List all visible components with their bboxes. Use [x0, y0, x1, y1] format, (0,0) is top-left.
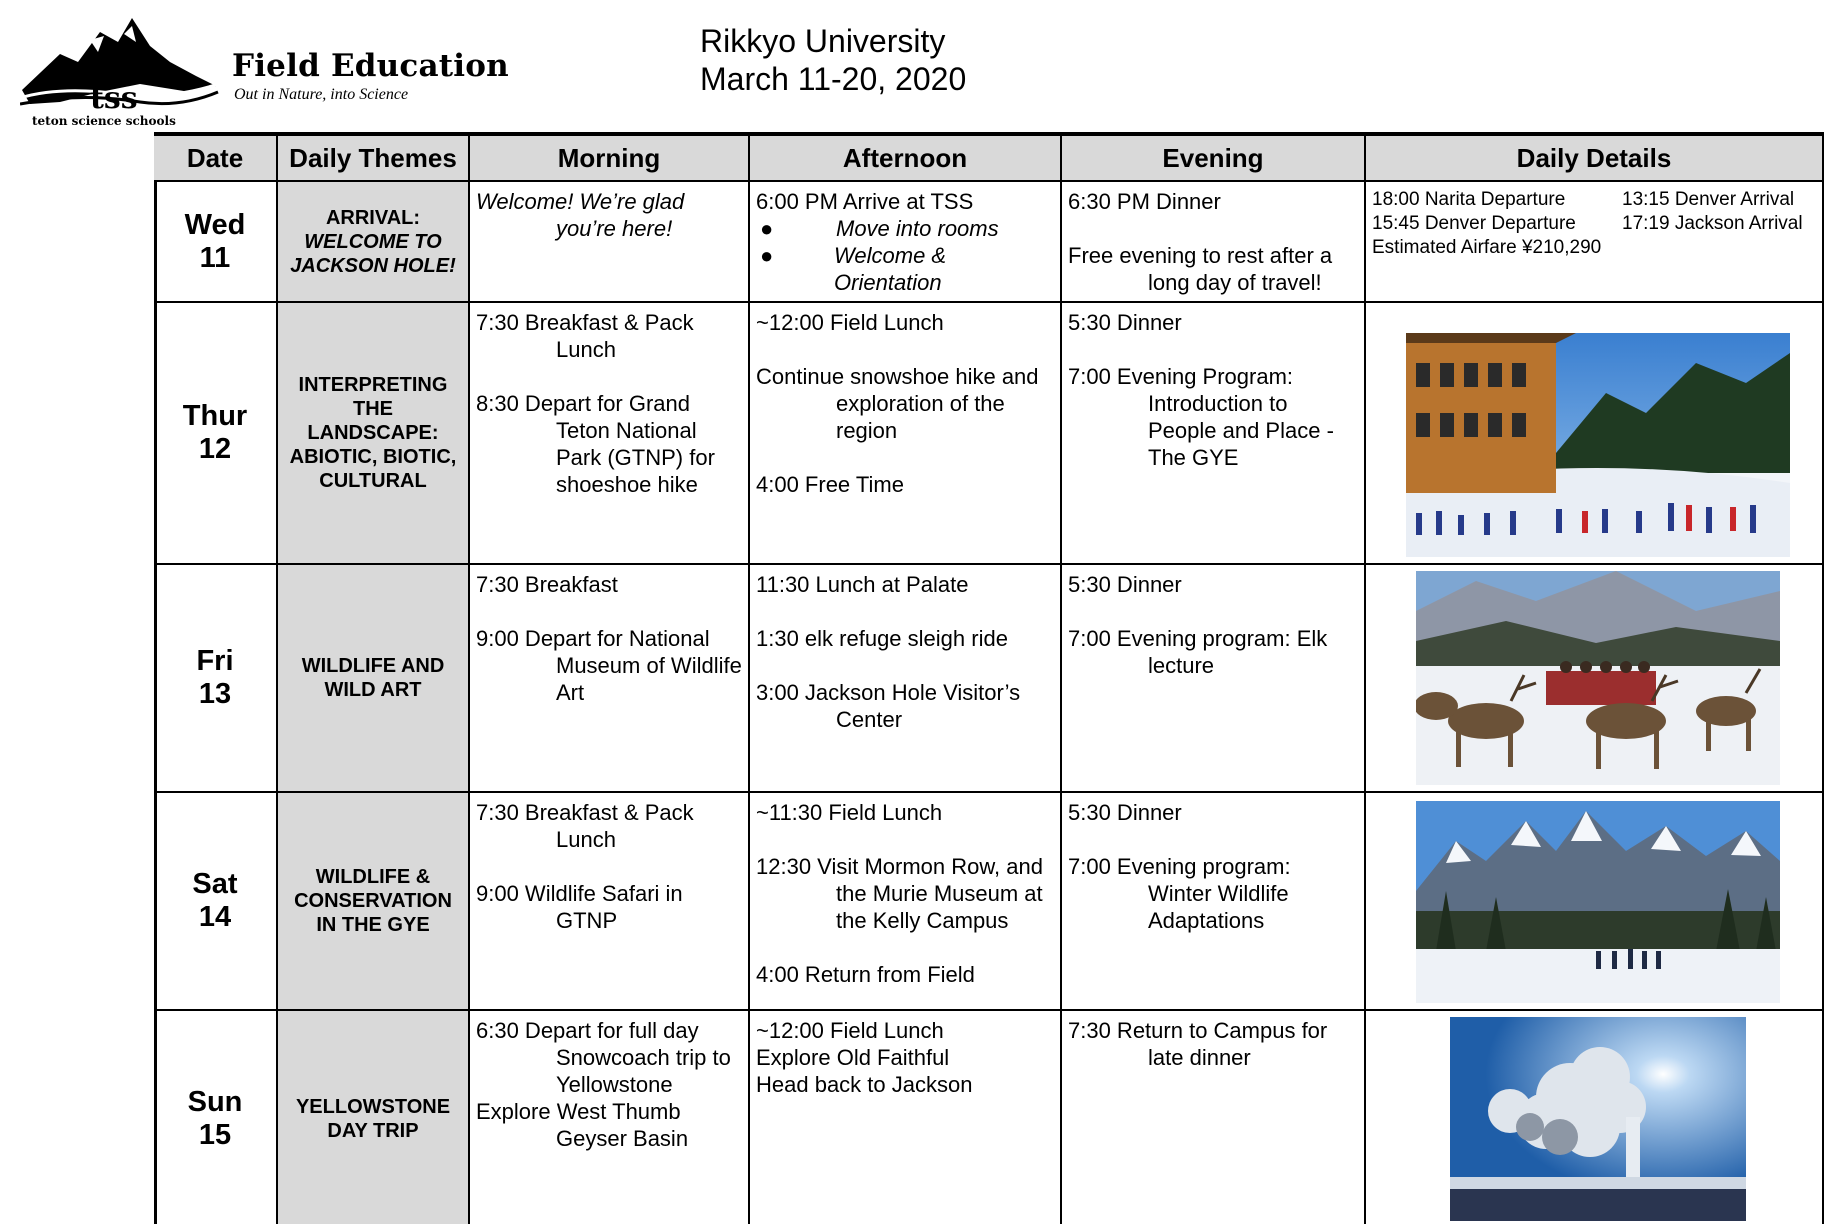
schedule-entry: 7:00 Evening program: Elk lecture [1068, 626, 1328, 678]
schedule-entry: 9:00 Wildlife Safari in GTNP [476, 881, 683, 933]
afternoon-cell-wed [750, 182, 1062, 303]
theme-line: JACKSON HOLE! [290, 254, 456, 277]
schedule-entry: 7:30 Breakfast & Pack Lunch [476, 310, 694, 362]
evening-cell-sun [1062, 1011, 1366, 1224]
logo-org-name: teton science schools [32, 114, 176, 128]
tss-logo [20, 12, 509, 128]
evening-cell-thu [1062, 303, 1366, 565]
logo-tagline: Out in Nature, into Science [234, 86, 409, 103]
schedule-entry: Welcome! We’re glad you’re here! [476, 189, 685, 241]
theme-cell-thu [278, 303, 470, 565]
schedule-entry: 6:30 PM Dinner [1068, 189, 1221, 214]
evening-cell-sat [1062, 793, 1366, 1011]
flight-arrival: 13:15 Denver Arrival [1622, 189, 1795, 210]
schedule-entry: ~11:30 Field Lunch [756, 800, 943, 825]
logo-tss-mark: tss [90, 81, 138, 116]
schedule-entry: 5:30 Dinner [1068, 572, 1182, 597]
day-label: Thur [182, 400, 248, 432]
theme-line: ABIOTIC, BIOTIC, [289, 446, 457, 468]
theme-cell-wed [278, 182, 470, 303]
schedule-entry: 6:00 PM Arrive at TSS [756, 189, 974, 214]
bullet-icon: ● [760, 216, 774, 241]
details-cell-sun [1366, 1011, 1824, 1224]
column-header-date: Date [154, 132, 278, 182]
schedule-entry: 7:30 Breakfast [476, 572, 618, 597]
bullet-text: Move into rooms [836, 216, 999, 241]
afternoon-cell-sun [750, 1011, 1062, 1224]
theme-line: WILDLIFE & [315, 866, 431, 888]
date-cell-thu [154, 303, 278, 565]
schedule-entry: 11:30 Lunch at Palate [756, 572, 969, 597]
theme-line: THE [352, 398, 393, 420]
morning-cell-wed [470, 182, 750, 303]
schedule-entry: 7:30 Breakfast & Pack Lunch [476, 800, 694, 852]
flight-departure: 18:00 Narita Departure [1372, 189, 1566, 210]
lodge-snowshoe-photo [1406, 333, 1790, 557]
day-label: Fri [196, 645, 234, 677]
morning-cell-sun [470, 1011, 750, 1224]
schedule-entry: 5:30 Dinner [1068, 310, 1182, 335]
morning-cell-thu [470, 303, 750, 565]
day-number: 12 [198, 433, 232, 465]
day-number: 15 [198, 1119, 232, 1151]
details-cell-thu [1366, 303, 1824, 565]
document-title [700, 22, 1000, 98]
date-cell-fri [154, 565, 278, 793]
day-number: 14 [198, 901, 232, 933]
bullet-text: Welcome & Orientation [834, 243, 947, 295]
afternoon-cell-sat [750, 793, 1062, 1011]
theme-line: IN THE GYE [316, 914, 430, 936]
evening-cell-wed [1062, 182, 1366, 303]
schedule-entry: 7:00 Evening Program: Introduction to People and Place - The GYE [1068, 364, 1334, 470]
schedule-entry: 4:00 Free Time [756, 472, 904, 497]
bullet-item [756, 242, 1054, 296]
bullet-icon: ● [760, 243, 774, 268]
theme-line: LANDSCAPE: [307, 422, 439, 444]
trip-dates: March 11-20, 2020 [700, 61, 967, 97]
schedule-entry: 7:30 Return to Campus for late dinner [1068, 1018, 1328, 1070]
day-label: Sat [192, 868, 238, 900]
theme-line: WELCOME TO [304, 230, 442, 253]
airfare-estimate: Estimated Airfare ¥210,290 [1372, 237, 1602, 258]
details-cell-sat [1366, 793, 1824, 1011]
date-cell-sat [154, 793, 278, 1011]
date-cell-sun [154, 1011, 278, 1224]
theme-cell-sat [278, 793, 470, 1011]
schedule-entry: ~12:00 Field Lunch [756, 310, 944, 335]
flight-arrival: 17:19 Jackson Arrival [1622, 213, 1803, 234]
schedule-entry: 7:00 Evening program: Winter Wildlife Adaptations [1068, 854, 1291, 933]
afternoon-cell-fri [750, 565, 1062, 793]
column-header-themes: Daily Themes [278, 132, 470, 182]
morning-cell-fri [470, 565, 750, 793]
schedule-entry: 9:00 Depart for National Museum of Wildlife Art [476, 626, 742, 705]
theme-line: YELLOWSTONE [295, 1096, 451, 1118]
teton-snowshoe-photo [1416, 801, 1780, 1003]
flight-departure: 15:45 Denver Departure [1372, 213, 1576, 234]
university-name: Rikkyo University [700, 23, 946, 59]
theme-line: WILD ART [324, 679, 422, 701]
theme-line: CONSERVATION [294, 890, 452, 912]
column-header-details: Daily Details [1366, 132, 1824, 182]
theme-line: CULTURAL [319, 470, 427, 492]
theme-line: INTERPRETING [298, 374, 448, 396]
evening-cell-fri [1062, 565, 1366, 793]
schedule-entry: 4:00 Return from Field [756, 962, 975, 987]
theme-line: ARRIVAL: [325, 206, 421, 229]
schedule-entry: 6:30 Depart for full day Snowcoach trip to Yellowstone [476, 1018, 731, 1097]
column-header-evening: Evening [1062, 132, 1366, 182]
details-cell-wed [1366, 182, 1824, 303]
details-cell-fri [1366, 565, 1824, 793]
day-label: Sun [187, 1086, 243, 1118]
schedule-entry: Explore West Thumb Geyser Basin [476, 1099, 689, 1151]
morning-cell-sat [470, 793, 750, 1011]
afternoon-cell-thu [750, 303, 1062, 565]
schedule-entry: Explore Old Faithful [756, 1045, 950, 1070]
theme-line: DAY TRIP [327, 1120, 419, 1142]
schedule-entry: ~12:00 Field Lunch [756, 1018, 944, 1043]
elk-sleigh-photo [1416, 571, 1780, 785]
column-header-afternoon: Afternoon [750, 132, 1062, 182]
logo-title: Field Education [232, 48, 509, 84]
column-header-morning: Morning [470, 132, 750, 182]
theme-cell-sun [278, 1011, 470, 1224]
schedule-entry: 12:30 Visit Mormon Row, and the Murie Museum at the Kelly Campus [756, 854, 1043, 933]
schedule-entry: Head back to Jackson [756, 1072, 973, 1097]
schedule-entry: Continue snowshoe hike and exploration of the region [756, 364, 1039, 443]
schedule-entry: 5:30 Dinner [1068, 800, 1182, 825]
geyser-photo [1450, 1017, 1746, 1221]
day-number: 11 [199, 241, 231, 274]
theme-line: WILDLIFE AND [301, 655, 445, 677]
schedule-entry: 3:00 Jackson Hole Visitor’s Center [756, 680, 1021, 732]
day-label: Wed [184, 208, 246, 241]
day-number: 13 [198, 678, 232, 710]
schedule-entry: 8:30 Depart for Grand Teton National Park (GTNP) for shoeshoe hike [476, 391, 715, 497]
schedule-entry: Free evening to rest after a long day of travel! [1068, 243, 1333, 295]
bullet-item [756, 215, 1054, 242]
date-cell-wed [154, 182, 278, 303]
schedule-table [154, 132, 1824, 1224]
schedule-entry: 1:30 elk refuge sleigh ride [756, 626, 1008, 651]
theme-cell-fri [278, 565, 470, 793]
